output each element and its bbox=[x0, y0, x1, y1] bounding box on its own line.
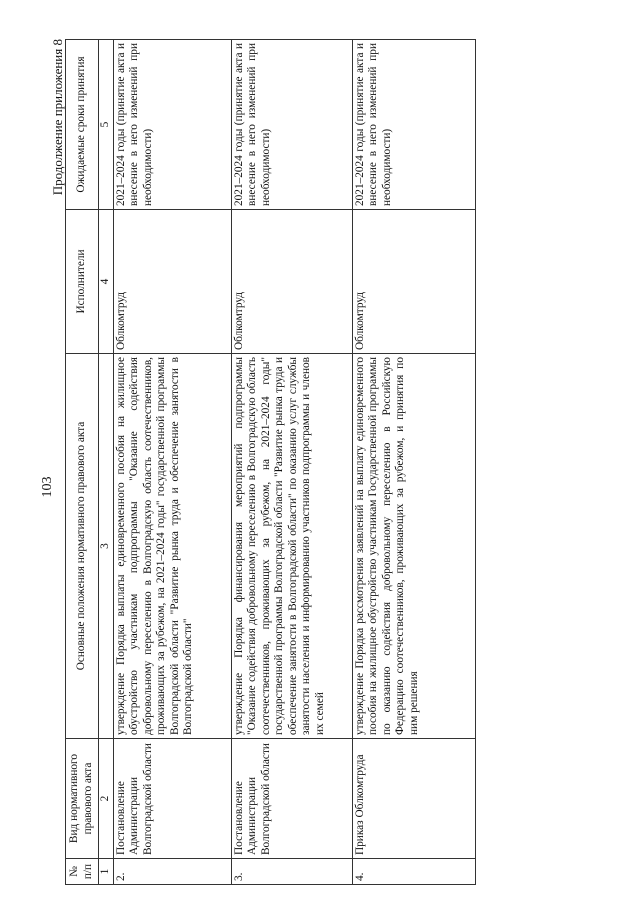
header-provisions: Основные положения нормативного правового акта bbox=[66, 354, 99, 739]
act-deadline: 2021–2024 годы (принятие акта и внесение в него изменений при необходимости) bbox=[113, 40, 231, 210]
act-provision: утверждение Порядка выплаты единовременного пособия на жилищное обустройство участникам подпрограммы "Оказание содействия добровольному переселению в Волгоградскую область соотечественников, проживающих за рубежом, на 2021–2024 годы" государственной программы Волгоградской области "Развитие рынка труда и обеспечение занятости в Волгоградской области" bbox=[113, 354, 231, 739]
act-executor: Облкомтруд bbox=[113, 210, 231, 354]
column-number: 3 bbox=[99, 354, 114, 739]
table-header-row bbox=[66, 40, 99, 885]
column-number: 4 bbox=[99, 210, 114, 354]
header-executors: Исполнители bbox=[66, 210, 99, 354]
act-deadline: 2021–2024 годы (принятие акта и внесение в него изменений при необходимости) bbox=[352, 40, 475, 210]
header-act-type: Вид нормативного правового акта bbox=[66, 739, 99, 859]
act-type: Постановление Администрации Волгоградской области bbox=[231, 739, 352, 859]
table-row bbox=[352, 40, 475, 885]
column-number-row bbox=[99, 40, 114, 885]
column-number: 5 bbox=[99, 40, 114, 210]
row-number: 4. bbox=[352, 859, 475, 885]
table-row bbox=[113, 40, 231, 885]
act-deadline: 2021–2024 годы (принятие акта и внесение в него изменений при необходимости) bbox=[231, 40, 352, 210]
act-type: Приказ Облкомтруда bbox=[352, 739, 475, 859]
normative-acts-table bbox=[65, 39, 476, 885]
row-number: 2. bbox=[113, 859, 231, 885]
header-deadline: Ожидаемые сроки принятия bbox=[66, 40, 99, 210]
page-number: 103 bbox=[40, 476, 55, 498]
act-executor: Облкомтруд bbox=[352, 210, 475, 354]
act-provision: утверждение Порядка финансирования мероприятий подпрограммы "Оказание содействия добровольному переселению в Волгоградскую область соотечественников, проживающих за рубежом, на 2021–2024 годы" государственной программы Волгоградской области "Развитие рынка труда и обеспечение занятости в Волгоградской области" по оказанию услуг службы занятости населения и информированию участников подпрограммы и членов их семей bbox=[231, 354, 352, 739]
act-executor: Облкомтруд bbox=[231, 210, 352, 354]
column-number: 1 bbox=[99, 859, 114, 885]
act-provision: утверждение Порядка рассмотрения заявлений на выплату единовременного пособия на жилищное обустройство участникам Государственной программы по оказанию содействия добровольному переселению в Российскую Федерацию соотечественников, проживающих за рубежом, и принятия по ним решения bbox=[352, 354, 475, 739]
column-number: 2 bbox=[99, 739, 114, 859]
table-row bbox=[231, 40, 352, 885]
appendix-continuation-label: Продолжение приложения 8 bbox=[50, 39, 65, 196]
row-number: 3. bbox=[231, 859, 352, 885]
act-type: Постановление Администрации Волгоградской области bbox=[113, 739, 231, 859]
header-number: № п/п bbox=[66, 859, 99, 885]
